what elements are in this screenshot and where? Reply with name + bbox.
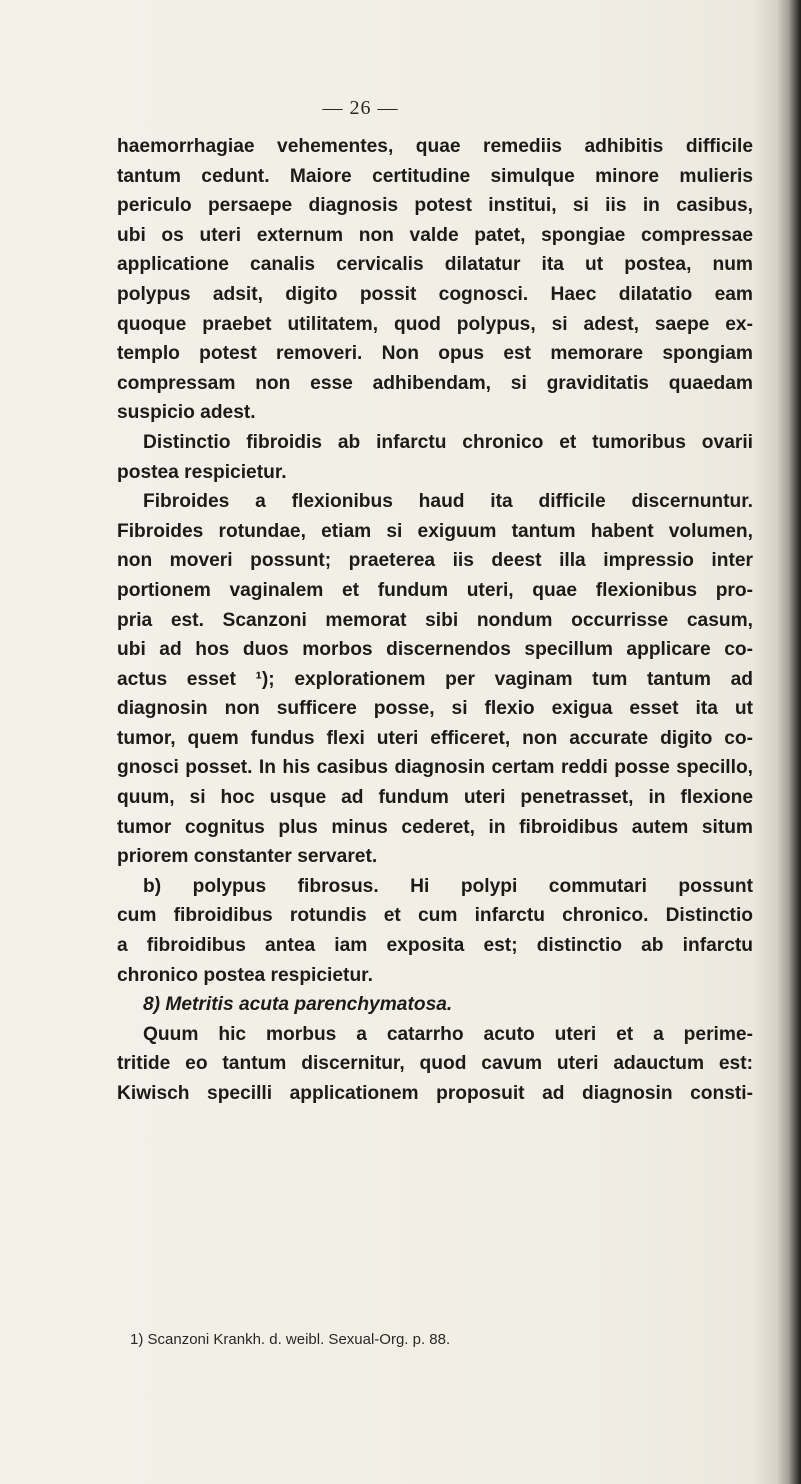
text-line: tumor, quem fundus flexi uteri efficeret, non accurate digito co-	[117, 727, 753, 749]
text-line: ubi os uteri externum non valde patet, spongiae compressae	[117, 224, 753, 246]
text-line: actus esset ¹); explorationem per vaginam tum tantum ad	[117, 668, 753, 690]
text-line: Fibroides rotundae, etiam si exiguum tantum habent volumen,	[117, 520, 753, 542]
text-line: diagnosin non sufficere posse, si flexio exigua esset ita ut	[117, 698, 753, 720]
page-binding-edge	[789, 0, 801, 1484]
text-line: Distinctio fibroidis ab infarctu chronico et tumoribus ovarii	[143, 431, 753, 453]
text-line: b) polypus fibrosus. Hi polypi commutari possunt	[143, 875, 753, 897]
section-heading: 8) Metritis acuta parenchymatosa.	[143, 994, 453, 1016]
text-line: cum fibroidibus rotundis et cum infarctu chronico. Distinctio	[117, 905, 753, 927]
text-line: portionem vaginalem et fundum uteri, quae flexionibus pro-	[117, 579, 753, 601]
text-line: a fibroidibus antea iam exposita est; distinctio ab infarctu	[117, 935, 753, 957]
text-line: chronico postea respicietur.	[117, 964, 373, 986]
text-line: haemorrhagiae vehementes, quae remediis adhibitis difficile	[117, 136, 753, 157]
text-line: postea respicietur.	[117, 461, 287, 483]
text-line: tritide eo tantum discernitur, quod cavum uteri adauctum est:	[117, 1053, 753, 1075]
text-line: suspicio adest.	[117, 402, 256, 424]
text-line: polypus adsit, digito possit cognosci. Haec dilatatio eam	[117, 283, 753, 305]
text-line: gnosci posset. In his casibus diagnosin certam reddi posse specillo,	[117, 757, 753, 779]
text-line: quum, si hoc usque ad fundum uteri penetrasset, in flexione	[117, 787, 753, 809]
page-number: — 26 —	[322, 97, 399, 119]
text-line: compressam non esse adhibendam, si graviditatis quaedam	[117, 372, 753, 394]
text-line: Fibroides a flexionibus haud ita difficile discernuntur.	[143, 491, 753, 513]
text-line: applicatione canalis cervicalis dilatatur ita ut postea, num	[117, 254, 753, 276]
text-line: Quum hic morbus a catarrho acuto uteri et a perime-	[143, 1023, 753, 1045]
text-line: pria est. Scanzoni memorat sibi nondum occurrisse casum,	[117, 609, 753, 631]
text-line: periculo persaepe diagnosis potest institui, si iis in casibus,	[117, 195, 753, 217]
text-line: templo potest removeri. Non opus est memorare spongiam	[117, 343, 753, 365]
body-text	[117, 132, 753, 1109]
text-line: quoque praebet utilitatem, quod polypus, si adest, saepe ex-	[117, 313, 753, 335]
text-line: tantum cedunt. Maiore certitudine simulque minore mulieris	[117, 165, 753, 187]
text-line: priorem constanter servaret.	[117, 846, 378, 868]
text-line: Kiwisch specilli applicationem proposuit ad diagnosin consti-	[117, 1083, 753, 1104]
footnote: 1) Scanzoni Krankh. d. weibl. Sexual-Org. p. 88.	[130, 1331, 451, 1348]
text-line: non moveri possunt; praeterea iis deest illa impressio inter	[117, 550, 753, 572]
text-line: tumor cognitus plus minus cederet, in fibroidibus autem situm	[117, 816, 753, 838]
text-line: ubi ad hos duos morbos discernendos specillum applicare co-	[117, 639, 753, 661]
